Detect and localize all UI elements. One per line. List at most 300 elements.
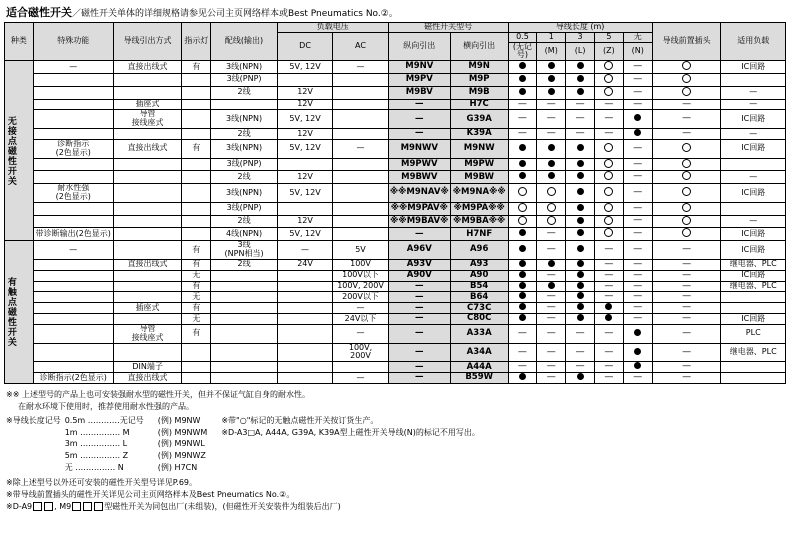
- dash-mark: —: [546, 113, 556, 124]
- cell-model-vertical: M9BWV: [388, 171, 450, 184]
- cell-connector: [652, 314, 721, 325]
- filled-dot: [577, 271, 584, 278]
- cell-connector: [652, 129, 721, 140]
- cell-ac: 5V: [333, 241, 388, 260]
- open-dot: [604, 203, 613, 212]
- cell-length-dn: [623, 139, 652, 158]
- cell-model-horizontal: B54: [450, 281, 508, 292]
- cell-length-d1: [537, 325, 566, 344]
- cell-lead-method: 直接出线式: [113, 259, 182, 270]
- table-row: [5, 99, 786, 110]
- cell-model-horizontal: M9BW: [450, 171, 508, 184]
- legend-example-3: (例) M9NWZ: [157, 451, 206, 460]
- filled-dot: [519, 229, 526, 236]
- th-applicable-load: 适用负载: [721, 23, 786, 61]
- th-lead-length: 导线长度 (m): [508, 23, 652, 33]
- cell-wiring: 2线: [211, 215, 278, 228]
- note-line-2: 在耐水环境下使用时，推荐使用耐水性强的产品。: [18, 401, 194, 411]
- footnote-2: [6, 501, 784, 513]
- cell-length-d3: [566, 373, 595, 384]
- cell-model-horizontal: H7NF: [450, 228, 508, 241]
- cell-length-d5: [595, 259, 624, 270]
- cell-length-d05: [508, 158, 537, 171]
- filled-dot: [634, 129, 641, 136]
- filled-dot: [577, 260, 584, 267]
- cell-wiring: 3线(PNP): [211, 202, 278, 215]
- cell-length-d1: [537, 61, 566, 74]
- filled-dot: [519, 245, 526, 252]
- cell-connector: [652, 171, 721, 184]
- cell-length-d5: [595, 228, 624, 241]
- cell-length-d1: [537, 215, 566, 228]
- cell-lead-method: [113, 292, 182, 303]
- table-row: [5, 228, 786, 241]
- cell-length-d5: [595, 241, 624, 260]
- cell-length-dn: [623, 73, 652, 86]
- dash-mark: —: [517, 128, 527, 139]
- dash-mark: —: [682, 346, 692, 357]
- legend-len-2: 3m: [64, 439, 78, 449]
- cell-dc: [277, 270, 332, 281]
- dash-mark: —: [682, 302, 692, 313]
- magnetic-switch-table: [4, 22, 786, 384]
- dash-mark: —: [575, 361, 585, 372]
- cell-dc: 12V: [277, 129, 332, 140]
- filled-dot: [519, 282, 526, 289]
- cell-length-d3: [566, 215, 595, 228]
- cell-length-d1: [537, 270, 566, 281]
- cell-wiring: [211, 314, 278, 325]
- dash-mark: —: [575, 113, 585, 124]
- cell-length-d1: [537, 281, 566, 292]
- cell-model-vertical: A90V: [388, 270, 450, 281]
- cell-dc: 5V, 12V: [277, 61, 332, 74]
- dash-mark: —: [633, 61, 643, 72]
- filled-dot: [548, 282, 555, 289]
- th-len-5-sub: (Z): [595, 42, 624, 61]
- cell-wiring: 3线(PNP): [211, 73, 278, 86]
- cell-ac: —: [333, 325, 388, 344]
- legend-code-2: …………… L: [80, 439, 128, 449]
- cell-length-d3: [566, 202, 595, 215]
- cell-length-d3: [566, 73, 595, 86]
- open-dot: [547, 203, 556, 212]
- cell-wiring: 2线: [211, 129, 278, 140]
- open-dot: [682, 171, 691, 180]
- cell-length-d3: [566, 129, 595, 140]
- dash-mark: —: [546, 361, 556, 372]
- dash-mark: —: [604, 98, 614, 109]
- cell-lamp: 有: [182, 281, 211, 292]
- cell-length-d5: [595, 303, 624, 314]
- cell-model-horizontal: A34A: [450, 343, 508, 362]
- cell-model-vertical: ※※M9NAV※: [388, 184, 450, 203]
- cell-applicable-load: —: [721, 99, 786, 110]
- cell-connector: [652, 215, 721, 228]
- cell-model-vertical: —: [388, 373, 450, 384]
- cell-length-d5: [595, 110, 624, 129]
- cell-length-dn: [623, 303, 652, 314]
- table-row: [5, 343, 786, 362]
- cell-length-dn: [623, 281, 652, 292]
- table-row: [5, 314, 786, 325]
- cell-applicable-load: [721, 73, 786, 86]
- cell-special-function: [33, 314, 113, 325]
- cell-length-d5: [595, 129, 624, 140]
- dash-mark: —: [575, 327, 585, 338]
- cell-applicable-load: [721, 362, 786, 373]
- cell-length-d3: [566, 61, 595, 74]
- cell-ac: [333, 362, 388, 373]
- cell-length-dn: [623, 202, 652, 215]
- table-row: [5, 73, 786, 86]
- filled-dot: [519, 373, 526, 380]
- cell-length-d05: [508, 86, 537, 99]
- cell-length-d05: [508, 110, 537, 129]
- cell-model-horizontal: M9N: [450, 61, 508, 74]
- cell-lamp: [182, 215, 211, 228]
- cell-applicable-load: 继电器、PLC: [721, 259, 786, 270]
- table-row: [5, 184, 786, 203]
- dash-mark: —: [546, 228, 556, 239]
- cell-length-d1: [537, 373, 566, 384]
- cell-model-vertical: M9PWV: [388, 158, 450, 171]
- cell-applicable-load: [721, 303, 786, 314]
- cell-connector: [652, 184, 721, 203]
- filled-dot: [577, 75, 584, 82]
- cell-model-vertical: M9NWV: [388, 139, 450, 158]
- cell-lead-method: [113, 73, 182, 86]
- cell-length-d5: [595, 171, 624, 184]
- cell-model-vertical: —: [388, 110, 450, 129]
- cell-ac: —: [333, 373, 388, 384]
- cell-model-horizontal: G39A: [450, 110, 508, 129]
- cell-special-function: [33, 259, 113, 270]
- cell-wiring: 3线 (NPN相当): [211, 241, 278, 260]
- dash-mark: —: [604, 128, 614, 139]
- cell-applicable-load: IC回路: [721, 61, 786, 74]
- th-len-1-sub: (M): [537, 42, 566, 61]
- legend-len-1: 1m: [64, 427, 78, 437]
- filled-dot: [577, 229, 584, 236]
- filled-dot: [605, 303, 612, 310]
- filled-dot: [548, 75, 555, 82]
- cell-special-function: [33, 99, 113, 110]
- cell-special-function: [33, 202, 113, 215]
- dash-mark: —: [633, 215, 643, 226]
- cell-ac: 100V: [333, 259, 388, 270]
- cell-model-horizontal: C73C: [450, 303, 508, 314]
- cell-length-d1: [537, 139, 566, 158]
- cell-length-dn: [623, 362, 652, 373]
- cell-lamp: 有: [182, 303, 211, 314]
- cell-length-d05: [508, 241, 537, 260]
- dash-mark: —: [546, 269, 556, 280]
- cell-connector: [652, 202, 721, 215]
- cell-dc: [277, 202, 332, 215]
- cell-connector: [652, 373, 721, 384]
- cell-ac: —: [333, 139, 388, 158]
- open-dot: [604, 228, 613, 237]
- table-row: [5, 202, 786, 215]
- th-connector: 导线前置插头: [652, 23, 721, 61]
- cell-lead-method: [113, 215, 182, 228]
- cell-length-d05: [508, 292, 537, 303]
- cell-length-d05: [508, 171, 537, 184]
- th-dc: DC: [277, 32, 332, 60]
- group-category: 无接点磁性开关: [5, 61, 34, 241]
- cell-model-horizontal: ※M9BA※※: [450, 215, 508, 228]
- cell-lamp: 无: [182, 292, 211, 303]
- dash-mark: —: [604, 291, 614, 302]
- cell-model-vertical: —: [388, 314, 450, 325]
- th-wiring-output: 配线(输出): [211, 23, 278, 61]
- cell-lead-method: [113, 158, 182, 171]
- cell-special-function: [33, 325, 113, 344]
- legend-block: [6, 415, 784, 473]
- cell-wiring: 3线(NPN): [211, 61, 278, 74]
- cell-applicable-load: [721, 292, 786, 303]
- filled-dot: [519, 314, 526, 321]
- cell-connector: [652, 303, 721, 314]
- cell-model-horizontal: K39A: [450, 129, 508, 140]
- cell-applicable-load: [721, 373, 786, 384]
- th-len-1: 1: [537, 32, 566, 42]
- dash-mark: —: [604, 113, 614, 124]
- cell-dc: 5V, 12V: [277, 139, 332, 158]
- th-lead-wire-method: 导线引出方式: [113, 23, 182, 61]
- cell-length-d5: [595, 325, 624, 344]
- cell-lamp: [182, 184, 211, 203]
- cell-length-dn: [623, 343, 652, 362]
- legend-code-4: …………… N: [75, 462, 124, 472]
- cell-special-function: 诊断指示(2色显示): [33, 373, 113, 384]
- cell-lead-method: [113, 129, 182, 140]
- title-main: 适合磁性开关: [6, 6, 72, 19]
- cell-length-d5: [595, 184, 624, 203]
- legend-code-3: …………… Z: [80, 451, 129, 460]
- dash-mark: —: [633, 186, 643, 197]
- dash-mark: —: [604, 327, 614, 338]
- dash-mark: —: [682, 243, 692, 254]
- open-dot: [604, 159, 613, 168]
- cell-ac: [333, 215, 388, 228]
- cell-model-horizontal: A33A: [450, 325, 508, 344]
- cell-ac: 100V以下: [333, 270, 388, 281]
- cell-ac: [333, 129, 388, 140]
- notes-block: [6, 389, 784, 412]
- cell-dc: [277, 303, 332, 314]
- dash-mark: —: [546, 302, 556, 313]
- cell-dc: [277, 158, 332, 171]
- open-dot: [604, 61, 613, 70]
- cell-wiring: [211, 270, 278, 281]
- cell-applicable-load: IC回路: [721, 314, 786, 325]
- cell-applicable-load: IC回路: [721, 270, 786, 281]
- cell-model-vertical: —: [388, 325, 450, 344]
- cell-connector: [652, 99, 721, 110]
- cell-lead-method: DIN端子: [113, 362, 182, 373]
- cell-dc: —: [277, 241, 332, 260]
- table-row: [5, 139, 786, 158]
- cell-length-d05: [508, 184, 537, 203]
- dash-mark: —: [633, 98, 643, 109]
- th-len-none-sub: (N): [623, 42, 652, 61]
- cell-special-function: [33, 158, 113, 171]
- dash-mark: —: [604, 243, 614, 254]
- dash-mark: —: [633, 291, 643, 302]
- filled-dot: [519, 271, 526, 278]
- cell-length-d5: [595, 362, 624, 373]
- cell-length-dn: [623, 259, 652, 270]
- cell-lead-method: [113, 86, 182, 99]
- cell-length-dn: [623, 292, 652, 303]
- open-dot: [682, 143, 691, 152]
- dash-mark: —: [682, 113, 692, 124]
- cell-lead-method: [113, 184, 182, 203]
- th-load-voltage: 负载电压: [277, 23, 388, 33]
- open-dot: [682, 87, 691, 96]
- cell-dc: 12V: [277, 171, 332, 184]
- cell-length-d1: [537, 99, 566, 110]
- dash-mark: —: [633, 86, 643, 97]
- filled-dot: [577, 62, 584, 69]
- cell-length-d3: [566, 139, 595, 158]
- cell-lead-method: [113, 228, 182, 241]
- th-len-05: 0.5: [508, 32, 537, 42]
- dash-mark: —: [633, 372, 643, 383]
- legend-example-0: (例) M9NW: [157, 416, 201, 426]
- th-len-05-sub: (无记号): [508, 42, 537, 61]
- cell-lead-method: [113, 241, 182, 260]
- th-indicator-lamp: 指示灯: [182, 23, 211, 61]
- cell-length-dn: [623, 61, 652, 74]
- open-dot: [604, 143, 613, 152]
- cell-dc: 5V, 12V: [277, 110, 332, 129]
- cell-lead-method: 插座式: [113, 99, 182, 110]
- cell-ac: 100V, 200V: [333, 281, 388, 292]
- cell-length-d05: [508, 325, 537, 344]
- dash-mark: —: [633, 142, 643, 153]
- cell-ac: 100V, 200V: [333, 343, 388, 362]
- cell-model-horizontal: ※M9NA※※: [450, 184, 508, 203]
- dash-mark: —: [575, 98, 585, 109]
- cell-length-d3: [566, 171, 595, 184]
- cell-special-function: [33, 171, 113, 184]
- legend-right-1: ※D-A3□A, A44A, G39A, K39A型上磁性开关导线(N)的标记不用写出。: [221, 427, 480, 437]
- filled-dot: [519, 260, 526, 267]
- cell-special-function: —: [33, 61, 113, 74]
- cell-length-d5: [595, 373, 624, 384]
- cell-dc: [277, 73, 332, 86]
- legend-right-0: ※带"○"标记的无触点磁性开关按订货生产。: [221, 416, 379, 426]
- cell-length-d3: [566, 270, 595, 281]
- table-row: [5, 241, 786, 260]
- cell-wiring: [211, 303, 278, 314]
- open-dot: [682, 61, 691, 70]
- cell-wiring: 4线(NPN): [211, 228, 278, 241]
- legend-example-4: (例) H7CN: [157, 462, 198, 472]
- open-dot: [682, 228, 691, 237]
- cell-wiring: 2线: [211, 259, 278, 270]
- cell-special-function: —: [33, 241, 113, 260]
- cell-applicable-load: 继电器、PLC: [721, 281, 786, 292]
- cell-length-d3: [566, 184, 595, 203]
- cell-lead-method: 直接出线式: [113, 61, 182, 74]
- cell-wiring: [211, 99, 278, 110]
- cell-length-d5: [595, 139, 624, 158]
- open-dot: [604, 216, 613, 225]
- cell-model-vertical: —: [388, 228, 450, 241]
- cell-length-d3: [566, 343, 595, 362]
- cell-length-d1: [537, 73, 566, 86]
- dash-mark: —: [633, 158, 643, 169]
- filled-dot: [577, 160, 584, 167]
- filled-dot: [634, 329, 641, 336]
- cell-length-d1: [537, 184, 566, 203]
- cell-model-vertical: ※※M9BAV※: [388, 215, 450, 228]
- cell-dc: [277, 281, 332, 292]
- dash-mark: —: [604, 280, 614, 291]
- th-category: 种类: [5, 23, 34, 61]
- cell-length-d3: [566, 110, 595, 129]
- filled-dot: [577, 303, 584, 310]
- filled-dot: [519, 160, 526, 167]
- cell-lamp: [182, 228, 211, 241]
- cell-lamp: [182, 99, 211, 110]
- cell-length-d05: [508, 202, 537, 215]
- legend-example-2: (例) M9NWL: [157, 439, 205, 449]
- legend-len-0: 0.5m: [64, 416, 86, 426]
- cell-length-dn: [623, 241, 652, 260]
- th-special-function: 特殊功能: [33, 23, 113, 61]
- dash-mark: —: [682, 128, 692, 139]
- th-vertical: 纵向引出: [388, 32, 450, 60]
- cell-special-function: [33, 362, 113, 373]
- th-len-none: 无: [623, 32, 652, 42]
- cell-lamp: [182, 373, 211, 384]
- cell-dc: [277, 292, 332, 303]
- cell-connector: [652, 343, 721, 362]
- cell-length-d5: [595, 61, 624, 74]
- cell-length-d3: [566, 241, 595, 260]
- cell-model-vertical: M9BV: [388, 86, 450, 99]
- filled-dot: [519, 75, 526, 82]
- filled-dot: [548, 62, 555, 69]
- cell-connector: [652, 86, 721, 99]
- cell-length-d3: [566, 99, 595, 110]
- dash-mark: —: [575, 128, 585, 139]
- cell-model-vertical: —: [388, 281, 450, 292]
- cell-length-d05: [508, 362, 537, 373]
- cell-lamp: 有: [182, 241, 211, 260]
- cell-wiring: [211, 362, 278, 373]
- cell-length-d5: [595, 99, 624, 110]
- cell-lead-method: [113, 171, 182, 184]
- filled-dot: [519, 144, 526, 151]
- filled-dot: [548, 88, 555, 95]
- cell-wiring: 3线(NPN): [211, 184, 278, 203]
- cell-lamp: 无: [182, 270, 211, 281]
- cell-dc: [277, 373, 332, 384]
- cell-ac: [333, 73, 388, 86]
- cell-length-d5: [595, 281, 624, 292]
- cell-connector: [652, 139, 721, 158]
- cell-lead-method: [113, 270, 182, 281]
- cell-dc: 12V: [277, 99, 332, 110]
- cell-length-d3: [566, 86, 595, 99]
- table-row: [5, 270, 786, 281]
